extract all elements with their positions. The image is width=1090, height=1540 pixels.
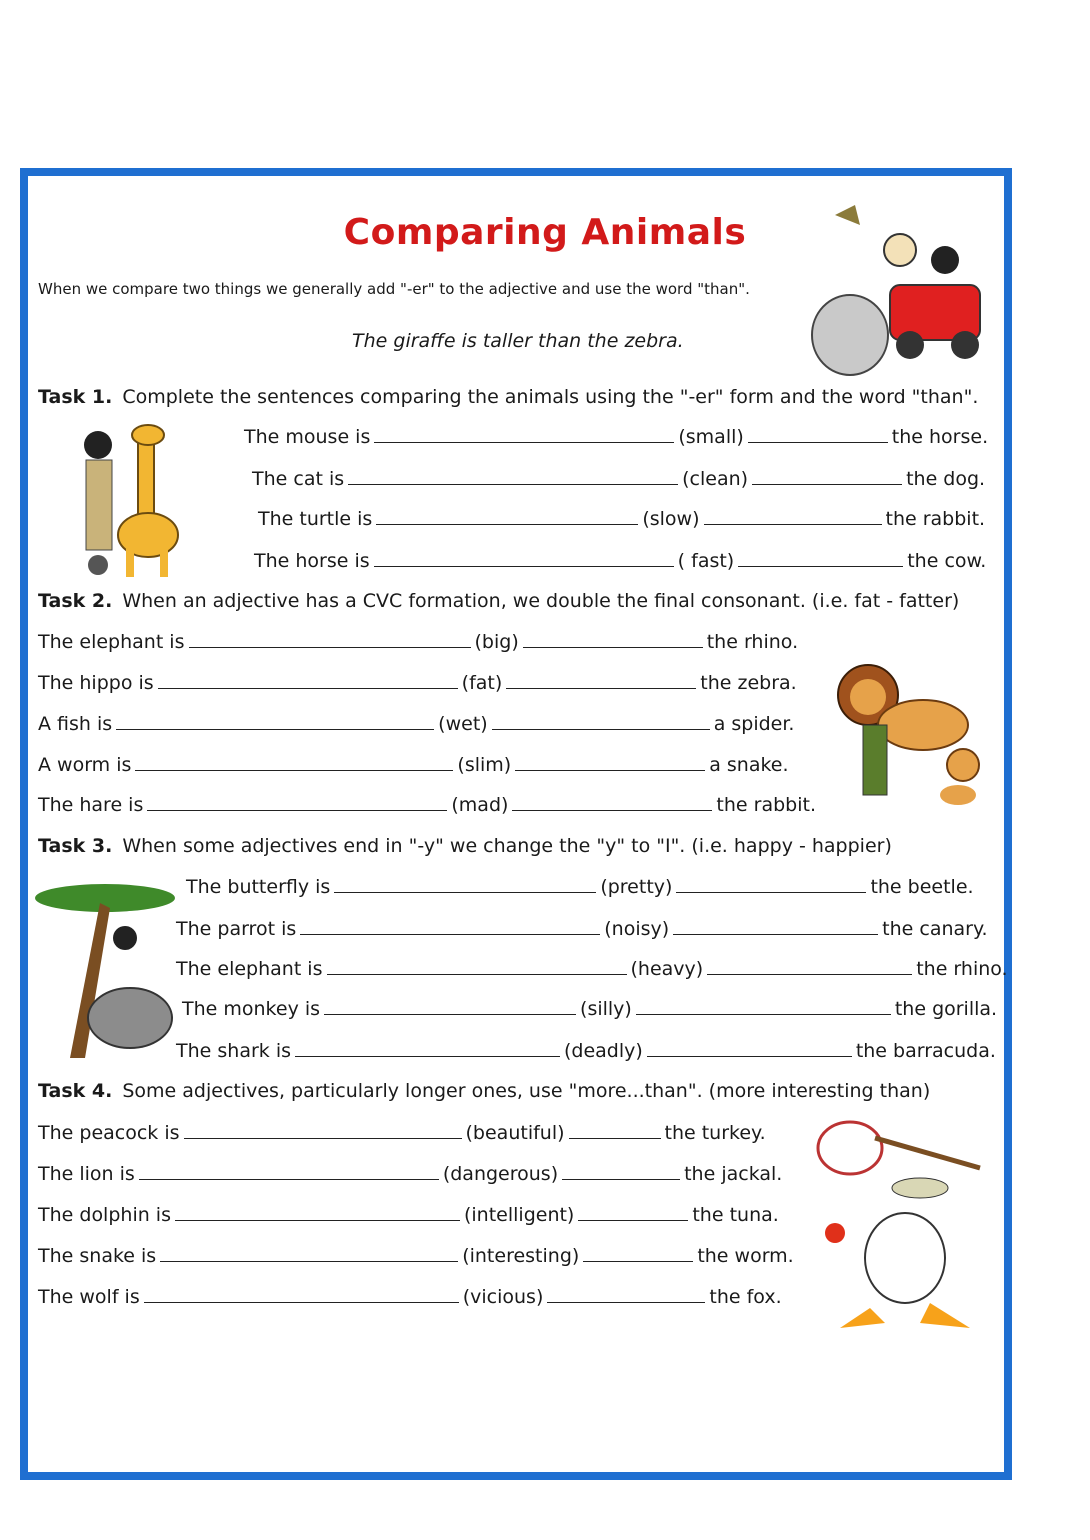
exercise-sentence: [254, 550, 986, 572]
adjective-hint: (intelligent): [463, 1204, 575, 1226]
sentence-subject: The hippo is: [38, 672, 154, 694]
answer-blank[interactable]: [376, 523, 638, 525]
sentence-subject: The lion is: [38, 1163, 135, 1185]
adjective-hint: (interesting): [462, 1245, 580, 1267]
sentence-object: the worm.: [697, 1245, 794, 1267]
adjective-hint: (pretty): [600, 876, 673, 898]
sentence-object: the horse.: [891, 426, 989, 448]
sentence-subject: The monkey is: [182, 998, 321, 1020]
exercise-sentence: [176, 1040, 996, 1062]
answer-blank[interactable]: [175, 1219, 460, 1221]
than-blank[interactable]: [492, 728, 710, 730]
sentence-subject: The parrot is: [176, 918, 297, 940]
answer-blank[interactable]: [147, 809, 447, 811]
answer-blank[interactable]: [158, 687, 458, 689]
than-blank[interactable]: [569, 1137, 661, 1139]
answer-blank[interactable]: [116, 728, 434, 730]
adjective-hint: (deadly): [564, 1040, 643, 1062]
sentence-subject: The mouse is: [244, 426, 371, 448]
task-4-heading: [38, 1080, 930, 1102]
than-blank[interactable]: [562, 1178, 680, 1180]
sentence-subject: The elephant is: [176, 958, 323, 980]
sentence-object: the gorilla.: [894, 998, 998, 1020]
adjective-hint: (vicious): [462, 1286, 544, 1308]
than-blank[interactable]: [676, 891, 866, 893]
answer-blank[interactable]: [184, 1137, 462, 1139]
task-label: Task 4.: [38, 1080, 113, 1102]
exercise-sentence: [38, 1245, 794, 1267]
sentence-subject: The turtle is: [258, 508, 373, 530]
than-blank[interactable]: [583, 1260, 693, 1262]
than-blank[interactable]: [578, 1219, 688, 1221]
sentence-object: the rhino.: [706, 631, 799, 653]
answer-blank[interactable]: [139, 1178, 439, 1180]
than-blank[interactable]: [752, 483, 902, 485]
answer-blank[interactable]: [374, 565, 674, 567]
exercise-sentence: [182, 998, 997, 1020]
answer-blank[interactable]: [295, 1055, 560, 1057]
adjective-hint: ( fast): [677, 550, 735, 572]
duck-net-illustration: [810, 1108, 985, 1338]
task-1-heading: [38, 386, 978, 408]
exercise-sentence: [38, 1286, 782, 1308]
sentence-object: the rabbit.: [885, 508, 986, 530]
exercise-sentence: [186, 876, 974, 898]
task-label: Task 2.: [38, 590, 113, 612]
than-blank[interactable]: [636, 1013, 891, 1015]
sentence-object: the rabbit.: [716, 794, 816, 816]
tree-rhino-illustration: [30, 878, 175, 1063]
sentence-subject: The butterfly is: [186, 876, 331, 898]
exercise-sentence: [38, 631, 798, 653]
sentence-object: the rhino.: [916, 958, 1008, 980]
answer-blank[interactable]: [374, 441, 674, 443]
safari-jeep-illustration: [805, 205, 985, 380]
sentence-subject: The cat is: [252, 468, 345, 490]
adjective-hint: (mad): [451, 794, 509, 816]
giraffe-illustration: [68, 415, 188, 580]
answer-blank[interactable]: [189, 646, 471, 648]
lion-illustration: [828, 655, 988, 810]
sentence-subject: The elephant is: [38, 631, 185, 653]
sentence-subject: The hare is: [38, 794, 144, 816]
exercise-sentence: [244, 426, 988, 448]
sentence-subject: A fish is: [38, 713, 113, 735]
exercise-sentence: [258, 508, 985, 530]
than-blank[interactable]: [506, 687, 696, 689]
adjective-hint: (fat): [461, 672, 503, 694]
sentence-subject: The snake is: [38, 1245, 157, 1267]
than-blank[interactable]: [512, 809, 712, 811]
answer-blank[interactable]: [327, 973, 627, 975]
adjective-hint: (small): [678, 426, 744, 448]
sentence-object: the tuna.: [692, 1204, 779, 1226]
task-instruction: Some adjectives, particularly longer ones, use "more...than". (more interesting than): [122, 1080, 931, 1102]
sentence-object: the beetle.: [870, 876, 974, 898]
adjective-hint: (big): [474, 631, 519, 653]
exercise-sentence: [38, 672, 797, 694]
exercise-sentence: [38, 1163, 782, 1185]
answer-blank[interactable]: [334, 891, 596, 893]
exercise-sentence: [176, 958, 1008, 980]
sentence-object: a spider.: [713, 713, 795, 735]
sentence-object: the zebra.: [700, 672, 797, 694]
example-sentence: The giraffe is taller than the zebra.: [352, 330, 684, 352]
sentence-subject: The dolphin is: [38, 1204, 171, 1226]
adjective-hint: (noisy): [604, 918, 670, 940]
worksheet-title: Comparing Animals: [343, 212, 747, 253]
task-instruction: When some adjectives end in "-y" we change the "y" to "I". (i.e. happy - happier): [122, 835, 892, 857]
than-blank[interactable]: [748, 441, 888, 443]
sentence-object: the jackal.: [684, 1163, 783, 1185]
than-blank[interactable]: [704, 523, 882, 525]
task-2-heading: [38, 590, 959, 612]
adjective-hint: (beautiful): [465, 1122, 565, 1144]
than-blank[interactable]: [647, 1055, 852, 1057]
task-label: Task 3.: [38, 835, 113, 857]
answer-blank[interactable]: [160, 1260, 458, 1262]
exercise-sentence: [38, 794, 816, 816]
task-instruction: When an adjective has a CVC formation, we double the final consonant. (i.e. fat - fatter): [122, 590, 960, 612]
than-blank[interactable]: [673, 933, 878, 935]
answer-blank[interactable]: [348, 483, 678, 485]
sentence-subject: The peacock is: [38, 1122, 180, 1144]
than-blank[interactable]: [547, 1301, 705, 1303]
exercise-sentence: [252, 468, 985, 490]
sentence-object: the turkey.: [664, 1122, 766, 1144]
exercise-sentence: [38, 754, 789, 776]
task-label: Task 1.: [38, 386, 113, 408]
answer-blank[interactable]: [300, 933, 600, 935]
answer-blank[interactable]: [324, 1013, 576, 1015]
task-3-heading: [38, 835, 892, 857]
adjective-hint: (silly): [580, 998, 632, 1020]
sentence-subject: The horse is: [254, 550, 370, 572]
answer-blank[interactable]: [135, 769, 453, 771]
adjective-hint: (slim): [457, 754, 512, 776]
adjective-hint: (wet): [438, 713, 488, 735]
than-blank[interactable]: [515, 769, 705, 771]
exercise-sentence: [38, 713, 794, 735]
sentence-object: the canary.: [882, 918, 988, 940]
exercise-sentence: [38, 1122, 766, 1144]
than-blank[interactable]: [707, 973, 912, 975]
sentence-subject: The shark is: [176, 1040, 291, 1062]
adjective-hint: (dangerous): [442, 1163, 559, 1185]
answer-blank[interactable]: [144, 1301, 459, 1303]
than-blank[interactable]: [523, 646, 703, 648]
adjective-hint: (clean): [682, 468, 749, 490]
than-blank[interactable]: [738, 565, 903, 567]
adjective-hint: (slow): [642, 508, 700, 530]
intro-text: When we compare two things we generally add "-er" to the adjective and use the word "than".: [38, 280, 750, 298]
sentence-object: the cow.: [907, 550, 987, 572]
sentence-object: the barracuda.: [855, 1040, 996, 1062]
sentence-subject: A worm is: [38, 754, 132, 776]
sentence-object: a snake.: [709, 754, 789, 776]
sentence-subject: The wolf is: [38, 1286, 140, 1308]
adjective-hint: (heavy): [630, 958, 704, 980]
sentence-object: the dog.: [906, 468, 986, 490]
sentence-object: the fox.: [709, 1286, 782, 1308]
exercise-sentence: [176, 918, 988, 940]
exercise-sentence: [38, 1204, 779, 1226]
task-instruction: Complete the sentences comparing the animals using the "-er" form and the word "than".: [122, 386, 979, 408]
